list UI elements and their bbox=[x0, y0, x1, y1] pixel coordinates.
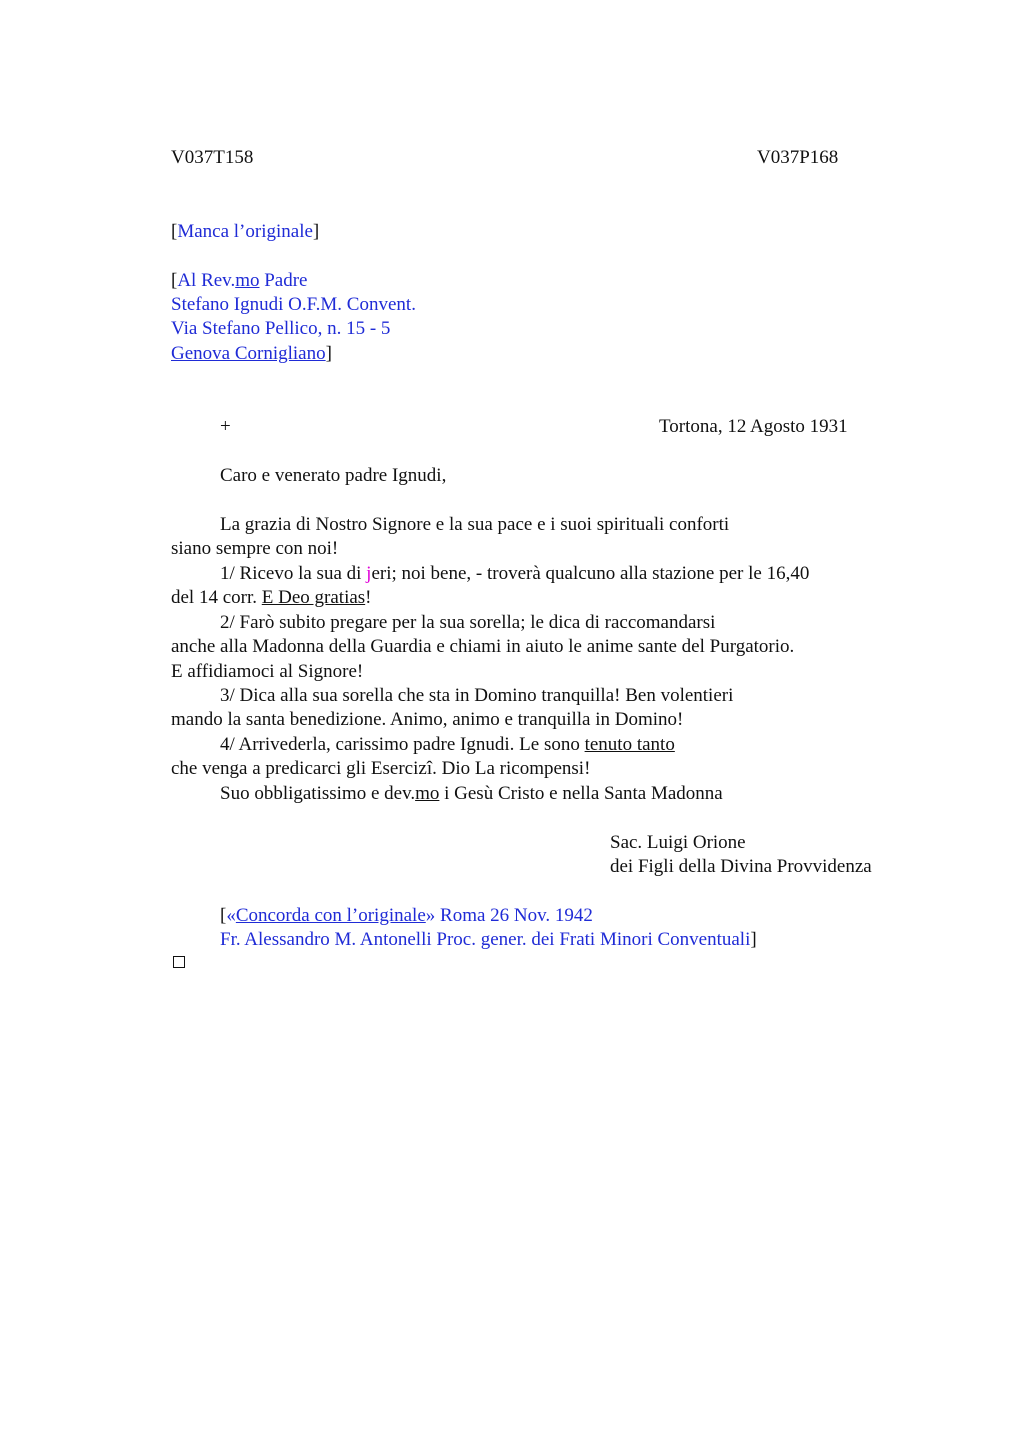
body-text: del 14 corr. bbox=[171, 587, 262, 608]
bracket-close: ] bbox=[312, 221, 320, 242]
address-abbrev-mo: mo bbox=[235, 270, 260, 291]
signature-title: dei Figli della Divina Provvidenza bbox=[610, 856, 872, 877]
address-padre: Padre bbox=[259, 270, 308, 291]
underlined-phrase: tenuto tanto bbox=[584, 734, 675, 755]
body-text: 4/ Arrivederla, carissimo padre Ignudi. Le sono bbox=[220, 734, 585, 755]
attestation-signatory: Fr. Alessandro M. Antonelli Proc. gener. dei Frati Minori Conventuali bbox=[220, 929, 751, 950]
address-title: Al Rev. bbox=[177, 270, 236, 291]
bracket-close: ] bbox=[750, 929, 757, 950]
address-line-3: Via Stefano Pellico, n. 15 - 5 bbox=[171, 318, 391, 339]
bracket-open: [ bbox=[171, 221, 178, 242]
body-text: che venga a predicarci gli Esercizi bbox=[171, 758, 433, 779]
signature-name: Sac. Luigi Orione bbox=[610, 832, 746, 853]
body-text: i Gesù Cristo e nella Santa Madonna bbox=[439, 783, 723, 804]
attestation-line-2 bbox=[220, 928, 757, 952]
attestation-phrase: Concorda con l’originale bbox=[235, 905, 426, 926]
body-line: siano sempre con noi! bbox=[171, 538, 339, 559]
body-line bbox=[171, 757, 590, 781]
document-code-left: V037T158 bbox=[171, 147, 254, 168]
address-line-4 bbox=[171, 342, 332, 366]
body-text: . Dio La ricompensi! bbox=[432, 758, 591, 779]
body-line bbox=[171, 586, 372, 610]
bracket-close: ] bbox=[325, 343, 332, 364]
body-text: ! bbox=[365, 587, 372, 608]
end-square-icon bbox=[173, 956, 185, 968]
cross-mark: + bbox=[220, 416, 231, 437]
body-line: La grazia di Nostro Signore e la sua pace e i suoi spirituali conforti bbox=[220, 514, 730, 535]
body-line: mando la santa benedizione. Animo, animo e tranquilla in Domino! bbox=[171, 709, 684, 730]
editorial-letter-mark: j bbox=[366, 563, 372, 584]
place-date: Tortona, 12 Agosto 1931 bbox=[659, 416, 848, 437]
bracket-open: [ bbox=[171, 270, 178, 291]
body-line bbox=[220, 782, 723, 806]
address-line-1 bbox=[171, 269, 308, 293]
underlined-phrase: E Deo gratias bbox=[261, 587, 366, 608]
document-code-right: V037P168 bbox=[757, 147, 839, 168]
body-text: 1/ Ricevo la sua di bbox=[220, 563, 367, 584]
body-line: E affidiamoci al Signore! bbox=[171, 661, 364, 682]
body-line bbox=[220, 733, 675, 757]
editorial-note bbox=[171, 220, 319, 244]
body-text: Suo obbligatissimo e dev. bbox=[220, 783, 416, 804]
address-line-2: Stefano Ignudi O.F.M. Convent. bbox=[171, 294, 416, 315]
bracket-open: [ bbox=[220, 905, 227, 926]
abbrev-mo: mo bbox=[415, 783, 440, 804]
body-line bbox=[220, 562, 809, 586]
body-line: anche alla Madonna della Guardia e chiami in aiuto le anime sante del Purgatorio. bbox=[171, 636, 795, 657]
body-line: 2/ Farò subito pregare per la sua sorella; le dica di raccomandarsi bbox=[220, 612, 716, 633]
quote-close: » bbox=[425, 905, 436, 926]
salutation: Caro e venerato padre Ignudi, bbox=[220, 465, 447, 486]
body-line: 3/ Dica alla sua sorella che sta in Domino tranquilla! Ben volentieri bbox=[220, 685, 734, 706]
attestation-date: Roma 26 Nov. 1942 bbox=[435, 905, 593, 926]
attestation-line-1 bbox=[220, 904, 593, 928]
body-text: eri; noi bene, - troverà qualcuno alla stazione per le 16,40 bbox=[371, 563, 810, 584]
quote-open: « bbox=[226, 905, 236, 926]
note-text: Manca l’originale bbox=[177, 221, 313, 242]
address-city: Genova Cornigliano bbox=[171, 343, 326, 364]
